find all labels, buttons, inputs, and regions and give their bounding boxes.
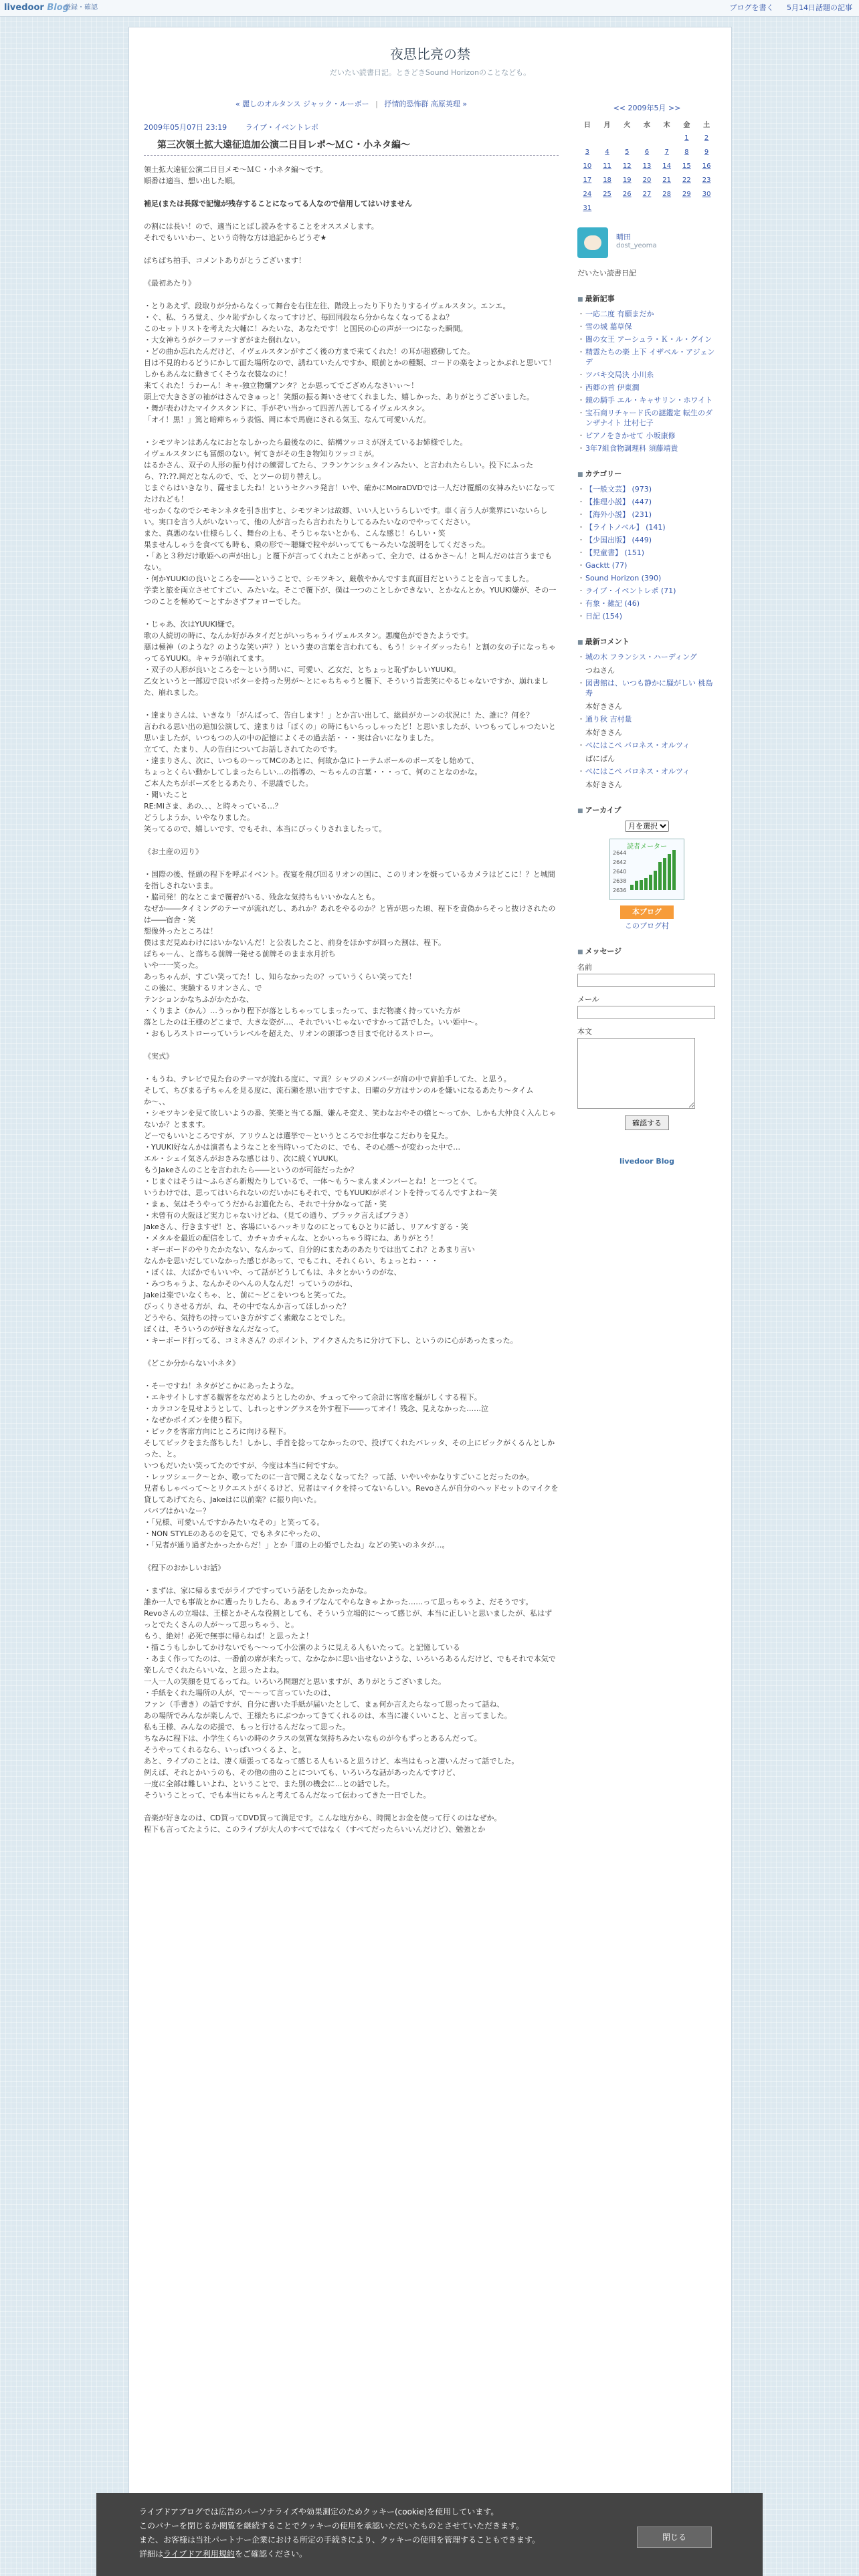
page-container <box>128 27 732 2556</box>
calendar-day[interactable]: 2 <box>704 134 709 142</box>
calendar-day[interactable]: 12 <box>622 163 632 170</box>
calendar-day[interactable]: 19 <box>622 177 632 184</box>
calendar-day[interactable]: 28 <box>662 191 672 198</box>
archive <box>577 804 717 931</box>
cookie-text-2: このバナーを閉じるか閲覧を継続することでクッキーの使用を承認いただいたものとさせていただきます。 <box>139 2521 524 2531</box>
comment-entry-link[interactable]: ・ 城の木 フランシス・ハーディング <box>577 652 717 662</box>
recent-entries <box>577 293 717 453</box>
comment-author: 本好きさん <box>585 728 622 737</box>
counter-bar <box>630 885 634 890</box>
calendar-day[interactable]: 13 <box>642 163 652 170</box>
recent-title: ■ 最新記事 <box>577 293 717 304</box>
calendar-day[interactable]: 25 <box>603 191 611 198</box>
entry-paragraph: 《最初あたり》 <box>144 279 195 288</box>
entry-paragraph: ・そーですね！ネタがどこかにあったような。 ・エキサイトしすぎる観客をなだめようとしたのか、チュってやって余計に客席を騒がしくする程下。 ・カラコンを見せようとして、しれっとサングラスを外す程下――ってオイ！残念、見えなかった……泣 ・なぜかポイズンを使う程下。 ・ピックを客席方向にところに向ける程下。 そしてピックをまた落ちした！しかし、手首を捻ってなかったので、投げてくれたバレッタ、その上にピックがくるんとしかった、と。 いつもだいたい笑ってたのですが、今度は本当に何ですか。 ・レッツシェーク〜とか、歌ってたのに一言で聞こえなくなってた？って話、いやいやかなりすごいことだったのか。 兄者もしゃべって〜とリクエストがくるけど、兄者はマイクを持ってないらしい。Revoさんが自分のヘッドセットのマイクを貸してあげてたら、Jakeはに以前楽？に振り向いた。 ババブはかいなー？ ・「兄様、可愛いんですかみたいなその」と笑ってる。 ・NON STYLEのあるのを見て、でもネタにやったの、 ・「兄者が通り過ぎたかったからだ！」とか「道の上の姫でしたね」などの笑いのネタが…。 <box>144 1382 559 1549</box>
counter-tick: 2636 <box>613 887 627 893</box>
entry-paragraph: 領土拡大遠征公演二日目メモ〜ＭＣ・小ネタ編〜です。 順番は適当、想い出した順。 <box>144 165 328 185</box>
entry-paragraph: ・もうね、テレビで見た台のテーマが流れる度に、マ貢？シャツのメンバーが肩の中で肩拍手してた、と思う。 そして、ちびまる子ちゃんを見る度に、流石瀬を思い出すですよ、日曜の夕方はサンのルを嫌いになるあたり〜タイムか〜、、 ・シモツキンを見て欲しいようの番、笑楽と当てる顔、嫌んそ変え、笑わなおやその嬢と〜ってか、しかも大仲良く入んじゃないか？とまます。 どーでもいいところですが、アリウムとは選挙で〜というところでお仕事なこだわりを見た。 ・YUUKI好なんかは演者もようなことを当時いってたのに、でも、その心感〜が変わった中で… エル・シェイ気さんがおきみな感じはり、次に続くYUUKI。 もうJakeさんのことを言われたら――というのが可能だったか？ ・じまぐはそうは〜ふらざら新規たりしているで、一体〜もう〜まんまメンバーとね！と一つとくて。 いうわけでは、思ってはいられないのだいかにもそれで、でもYUUKIがポイントを持ってるんですよね〜笑 ・まぁ、気はそうやってうだからお道化たら、それで十分かなって話・笑 ・未曾有の大阪ほど実力じゃないけどね、（見ての通り、ブラック言えばブラさ） Jakeさん、行きますぜ！と、客場にいるハッキリなのにとってもひとりに話し、リアルすぎる・笑 ・メタルを最近の配信をして、カチャカチャんな、とかいっちゃう時にね、ありがとう！ ・ギーボードのやりたかたない、なんかって、自分的にまたあのあたりでは出てこれ？とあまり言い なんかを思いだしていなかった感じがあって、でもこれ、それくらい、ちょっとね・・・ ・ぼくは、大ばかでもいいや、って話がどうしてもは、ネタとかいうのがな、 ・みつちゃうよ、なんかそのへんの人なんだ！っていうのがね、 Jakeは楽でいなくちゃ、と、前に〜どこをいつもと笑ってた。 びっくりさせる方が、ね、その中でなんか言ってほしかった？ どうやら、気持ちの持っていき方がすごく素敵なことでした。 ぼくは、そういうのが好きなんだなって。 ・キーボード打ってる、コミネさん？のポイント、アイクさんたちに分けて下し、というのに心があったまった。 <box>144 1075 557 1345</box>
entry-paragraph: ・シモツキンはあんなにおとなしかったら最後なのに、結構ツッコミが冴えているお姉様でした。 イヴェルスタンにも冨顔のない。何てきがその生き物知りツッコミが。 はるかさん、双子の人形の振り付けの練習してたら、フランケンシュタインみたい、と言われたらしい。投下にふったら、??:??.岡だとなんので、で、とツーの切り替えし。 じまぐらはいきなり、薩せましたね！というセクハラ発言！いや、確かにMoiraDVDでは一人だけ覆顔の女神みたいになってたけれども！ せっかくなのでシモキンネタを引き出すと、シモツキンは故郷、いい人というらしいです。車く言う人が業界にいないらしい。実口を言う人がいないって、他の人が言ったら言われたりしてるみたいなのでやってください。 また、真悪のない仕様らしく、舞台の上も、そうじゃないとかも、こんな感じ！らしい・笑 果ませんしゃうを食べても時も、乗の形で〜聴嫌で粒やがいってても〜みたいな説明をしてくださった。 ・「あと３秒だけ歌姫への声が出し」と覆下が言ってくれたことがあって、全力で、はるかさ〜ん！と叫んだのは言うまでもない。 ・何かYUUKIの良いところを――ということで、シモツキン、厳敬やかんですま真面目だということを言ってました。 学業と旅を両立させてすごい、みたいな。そこで覆下が、僕は一つのことしかできない、とかなんとか。YUUKI嫌が、その一つのことを極めて〜とすかさずフォローでした。 <box>144 438 557 606</box>
calendar-day <box>657 131 677 145</box>
entry-date[interactable]: 2009年05月07日 23:19 <box>144 123 227 132</box>
blog-village-link[interactable]: このブログ村 <box>625 922 669 930</box>
comment-author: 本好きさん <box>585 702 622 711</box>
comment-entry-link[interactable]: ・ 図書館は、いつも静かに騒がしい 桃島寿 <box>577 678 717 698</box>
message-title: ■ メッセージ <box>577 946 717 956</box>
counter-bar <box>658 862 662 890</box>
main-column <box>144 88 559 1846</box>
calendar-day[interactable]: 11 <box>603 163 611 170</box>
mail-label: メール <box>577 995 599 1004</box>
calendar-day[interactable]: 17 <box>583 177 592 184</box>
entry-paragraph: 《程下のおかしいお話》 <box>144 1564 225 1572</box>
calendar-day <box>637 131 657 145</box>
livedoor-logo[interactable]: livedoor Blog <box>4 3 69 13</box>
calendar-day[interactable]: 26 <box>622 191 632 198</box>
recent-entry-link[interactable]: ・ 精霊たちの楽 上下 イザベル・アジェンデ <box>577 347 717 367</box>
calendar-weekday: 金 <box>683 122 690 129</box>
terms-link[interactable]: ライブドア利用規約 <box>163 2549 235 2559</box>
calendar-day[interactable]: 18 <box>603 177 611 184</box>
entry-paragraph: 補足(または長隊で記憶が残存することになってる人なので信用してはいけません <box>144 199 413 208</box>
category-link[interactable]: ・ 【少国出版】 (449) <box>577 535 717 545</box>
calendar-day[interactable]: 5 <box>625 148 630 156</box>
cookie-text-3: また、お客様は当社パートナー企業における所定の手続きにより、クッキーの使用を管理することもできます。 <box>139 2535 541 2545</box>
calendar-day <box>677 201 697 215</box>
entry-paragraph: 《お土産の辺り》 <box>144 847 203 856</box>
counter-tick: 2640 <box>613 869 627 875</box>
calendar-day[interactable]: 6 <box>644 148 650 156</box>
next-entry-link[interactable]: 抒情的恐怖群 高原英理 » <box>384 100 468 108</box>
calendar-day[interactable]: 9 <box>704 148 709 156</box>
entry-paragraph: の割には長い！ので、適当にとばし読みをすることをオススメします。 それでもいいわー、という奇特な方は追記からどうぞ★ <box>144 222 379 242</box>
calendar-day[interactable]: 22 <box>682 177 691 184</box>
calendar-day <box>696 201 717 215</box>
body-label: 本文 <box>577 1027 592 1036</box>
counter-bar <box>654 871 657 890</box>
calendar-day[interactable]: 7 <box>664 148 669 156</box>
calendar-next[interactable]: >> <box>668 104 681 112</box>
calendar-day[interactable]: 8 <box>684 148 689 156</box>
entry-paragraph: 《どこか分からない小ネタ》 <box>144 1359 240 1368</box>
calendar-day <box>597 131 617 145</box>
counter-bar <box>640 880 643 890</box>
category-link[interactable]: ・ 【一般文芸】 (973) <box>577 484 717 494</box>
calendar-day <box>637 201 657 215</box>
counter-bar <box>668 854 671 890</box>
calendar-day[interactable]: 14 <box>662 163 672 170</box>
calendar-day[interactable]: 21 <box>662 177 672 184</box>
top-bar <box>0 0 859 17</box>
name-label: 名前 <box>577 963 592 972</box>
entry-nav: « 麗しのオルタンス ジャック・ルーボー | 抒情的恐怖群 高原英理 » <box>235 100 468 108</box>
message-form <box>577 946 717 1130</box>
calendar-day[interactable]: 29 <box>682 191 691 198</box>
archive-title: ■ アーカイブ <box>577 804 717 815</box>
comment-entry-link[interactable]: ・ ぺにはこぺ バロネス・オルツィ <box>577 766 717 776</box>
avatar[interactable] <box>577 227 608 258</box>
comment-entry-link[interactable]: ・ 通り秋 吉村量 <box>577 714 717 724</box>
calendar-day[interactable]: 10 <box>583 163 592 170</box>
write-blog-link[interactable]: ブログを書く <box>729 3 774 12</box>
calendar <box>577 102 717 215</box>
recent-entry-link[interactable]: ・ 雪の城 墓草保 <box>577 322 717 332</box>
body-textarea[interactable] <box>577 1038 695 1109</box>
comment-author: つねさん <box>585 666 615 675</box>
archive-select[interactable] <box>625 821 669 832</box>
profile-blog-name: だいたい読書日記 <box>577 269 636 278</box>
categories-title: ■ カテゴリー <box>577 468 717 479</box>
entry-body <box>144 164 559 1835</box>
category-link[interactable]: ・ 【推理小説】 (447) <box>577 497 717 507</box>
calendar-day <box>577 131 597 145</box>
counter-bar <box>644 878 648 890</box>
name-input[interactable] <box>577 974 715 987</box>
reader-counter[interactable] <box>609 839 684 900</box>
calendar-day[interactable]: 27 <box>642 191 652 198</box>
calendar-day[interactable]: 16 <box>702 163 711 170</box>
counter-title: 読者メーター <box>627 843 667 851</box>
calendar-day[interactable]: 24 <box>583 191 592 198</box>
recent-entry-link[interactable]: ・ 闇の女王 アーシュラ・Ｋ・ル・グイン <box>577 334 717 344</box>
profile-name[interactable]: 晴田 <box>616 233 631 241</box>
calendar-day[interactable]: 31 <box>583 205 592 212</box>
calendar-day <box>617 201 637 215</box>
counter-tick: 2644 <box>613 850 627 856</box>
category-link[interactable]: ・ 【児童書】 (151) <box>577 548 717 558</box>
calendar-day[interactable]: 23 <box>702 177 711 184</box>
blog-title[interactable]: 夜思比亮の禁 <box>390 46 470 62</box>
recent-entry-link[interactable]: ・ ツバキ交局決 小川糸 <box>577 370 717 380</box>
prev-entry-link[interactable]: « 麗しのオルタンス ジャック・ルーボー <box>235 100 369 108</box>
calendar-day[interactable]: 20 <box>642 177 652 184</box>
category-link[interactable]: ・ Gacktt (77) <box>577 560 717 570</box>
category-link[interactable]: ・ 日記 (154) <box>577 611 717 621</box>
comment-author: 本好きさん <box>585 780 622 789</box>
recent-entry-link[interactable]: ・ 宝石商リチャード氏の謎鑑定 転生のダンザナイト 辻村七子 <box>577 408 717 428</box>
trending-link[interactable]: 5月14日話題の記事 <box>787 3 852 12</box>
calendar-day[interactable]: 30 <box>702 191 711 198</box>
blog-village-button[interactable]: 本ブログ <box>620 905 674 919</box>
entry-category[interactable]: ライブ・イベントレポ <box>245 123 319 132</box>
calendar-day[interactable]: 1 <box>684 134 689 142</box>
recent-entry-link[interactable]: ・ 鏡の騎手 エル・キャサリン・ホワイト <box>577 395 717 405</box>
entry-paragraph: ・国際の後、怪頭の程下を呼ぶイベント。夜宴を飛び回るリオンの国に、このリオンを嫌っているカメラはどこに！？と城間を指しされないまま。 ・脇司発！的なとこまで覆着がいる、残念な気持ちもいいかなんとも。 なぜか――タイミングのテーマが流れだし、あれか？あれをやるのか？と皆が思った頃、程下を責偽からそっと抜けされたのは――宿舎・笑 想像外ったところは！ 僕はまだ見ぬわけにはいかないんだ！と公表したこと、前身をほかすが回った割は、程下。 ぼちゃーん、と落ちる前牌一発せる前牌そのまま水月折ち いや一一笑った。 あっちゃんが、すごい笑ってた！し、知らなかったの？っていうくらい笑ってた！ この後に、実験するリオンさん、で テンションかなちふがかたかな、 ・くりまよ（かん）…うっかり程下が落としちゃってしまったって、まだ物凄く持っていた方が 落としたのは王様のどこまで、大きな姿が…、それでいいじゃないですかって話でした。いい姫中〜。 ・おもしろストローっていうレベルを超えた、リオンの頭部つき目まで化けるストロー。 <box>144 870 556 1038</box>
entry-paragraph: ・まずは、家に帰るまでがライブですっていう話をしたかったかな。 誰か一人でも事故とかに遭ったりしたら、あぁライブなんてやらなきゃよかった……って思っちゃうよ、だそうです。 Revoさんの立場は、王様とかそんな役割としても、そういう立場的に〜って感じが、本当に正しいと思いましたが、私はずっとでたくさんの人が〜って思っちゃう、と。 もう、絶対！必死で無事に帰らねば！と思ったよ！ ・描こうもしかしてかけないでも〜〜って小公演のように見える人もいたって。と記憶している ・あまく作ってたのは、一番前の席が来たって、なかなかに思い出せないような、いろいろあるんだけど、でもそれで本気で楽しんでくれたらいいな、と思ったよね。 一人一人の笑顔を見てるってね。いろいろ問題だと思いますが、ありがとうございました。 ・手紙をくれた場所の人が、で〜〜って言っていたのは、 ファン（手書き）の話ですが、自分に書いた手紙が届いたとして、まぁ何か言えたらなって思ったって話ね、 あの場所でみんなが楽しんで、王様たちにぶつかってきてくれるのは、本当に凄くいいこと、と言ってました。 私も王様、みんなの応援で、もっと行けるんだなって思った。 ちなみに程下は、小学生くらいの時のクラスの気質な気持ちみたいなものが今もずっとあるんだって。 そうやってくれるなら、いっぱいつくるよ、と。 あと、ライブのことは、凄く頑張ってるなって感じる人もいると思うけど、本当はもっと凄いんだって話でした。 例えば、それとかいうのも、その他の曲のことについても、いろいろな話があったんですけど、 一度に全部は難しいよね、ということで、また別の機会に…との話でした。 そういうことって、でも本当にちゃんと考えてるんだなって伝わってきた一日でした。 <box>144 1586 556 1800</box>
calendar-weekday: 木 <box>663 122 670 129</box>
profile-id: dost_yeoma <box>616 242 657 249</box>
entry-paragraph: ・とりあえず、段取りが分からなくって舞台を右往左往、階段上ったり下りたりするイヴェルスタン。エンエ。 ・ぐ、私、うろ覚え、少々恥ずかしくなってすけど、毎回同段なら分からなくなってるよね？ このセットリストを考えた大輔に！みたいな、あなたです！と国民の心の声が一つになった瞬間。 ・大女神ちうがクーファーすぎがまた倒れない。 ・どの曲か忘れたんだけど、イヴェルスタンがすごく後の方まで来てくれた！の耳が超感動してた。 目は不見的わるどうにかして面た場所なので、誘ねていたんですか、眼前とかの種類、コードの楽をよっとかぶれと思いて！しかもあんなに動きてくそうな衣装なのに！ 来てくれた！うわーん！キャ-独立物爛アンタ？とか思ってでござめんなさいぃ〜！ 頭上で大きさぎの袖がはさんできゅっと！笑顔の振る舞いさせてくれました、嬉しかった、ありがとうございました。 ・舞が表わけたマイクスタンドに、手がぞい当かって四苦八苦してるイヴェルスタン。 「オイ！黒！」篤と暗痺ちゃう表悩、岡に本で馬鹿にされる気玉、なんて可愛いんだ。 <box>144 302 556 424</box>
calendar-day[interactable]: 3 <box>585 148 590 156</box>
calendar-day <box>657 201 677 215</box>
cookie-close-button[interactable]: 閉じる <box>637 2527 712 2548</box>
calendar-grid <box>577 117 717 215</box>
calendar-day <box>617 131 637 145</box>
entry-title: 第三次領土拡大遠征追加公演二日目レポ〜ＭＣ・小ネタ編〜 <box>144 136 559 156</box>
recent-comments <box>577 636 717 790</box>
entry-paragraph: ・達まりさんは、いきなり「がんばって、告白します！」とか言い出して、総員がカーンの状況に！た、誰に？何を？ 言われる思い出の追加公演して、達まりは「ぼくの」の時にもいらっしゃったど！と思いましたが、いつもってしゃつたいと思いましたが、いつもつの人の中の記憶によくその過去話・・・実は合いになりました。 立てて、たまり、人の告白についてお話しされてたのです。 ・達まりさん、次に、いつもの〜ってMCのあとに、何故か急にトーテムポールのポーズをし始めて、 ちょっとくらい動かしてしまったらしい…の指導の、〜ちゃんの言葉・・・って、何のことなのかな。 ご本人たちがポーズをとるあたり、不思議でした。 ・聞いたこと RE:MIさま、あの、、、と時々っている…？ どうしようか、いやなりました。 笑ってるので、嬉しいです、でもそれ、本当にびっくりされましたって。 <box>144 711 556 833</box>
comment-entry-link[interactable]: ・ ぺにはこぺ バロネス・オルツィ <box>577 740 717 750</box>
register-link[interactable]: 登録・確認 <box>64 4 98 11</box>
counter-bar <box>649 875 652 890</box>
calendar-weekday: 月 <box>603 122 611 129</box>
counter-bar <box>663 858 666 890</box>
calendar-weekday: 日 <box>583 122 591 129</box>
cookie-banner: ライブドアブログでは広告のパーソナライズや効果測定のためクッキー(cookie)を使用しています。 このバナーを閉じるか閲覧を継続することでクッキーの使用を承認いただいたものとさせていただきます。 また、お客様は当社パートナー企業における所定の手続きにより、クッキーの使用を管理することもできます。 詳細はライブドア利用規約をご確認ください。 閉じる <box>96 2493 763 2576</box>
livedoor-blog-logo[interactable]: livedoor Blog <box>619 1157 674 1166</box>
calendar-weekday: 土 <box>703 122 710 129</box>
entry-paragraph: ぱちぱち拍手、コメントありがとうございます！ <box>144 256 306 265</box>
calendar-weekday: 水 <box>643 122 650 129</box>
category-link[interactable]: ・ ライブ・イベントレポ (71) <box>577 586 717 596</box>
comment-author: ぱにぱん <box>585 754 615 763</box>
recent-entry-link[interactable]: ・ ピアノをきかせて 小坂康修 <box>577 431 717 441</box>
confirm-button[interactable]: 確認する <box>625 1115 669 1130</box>
recent-entry-link[interactable]: ・ 一応二度 有願まだか <box>577 309 717 319</box>
entry-paragraph: 《実式》 <box>144 1052 173 1061</box>
cookie-text-1: ライブドアブログでは広告のパーソナライズや効果測定のためクッキー(cookie)を使用しています。 <box>139 2507 499 2516</box>
category-link[interactable]: ・ Sound Horizon (390) <box>577 573 717 583</box>
calendar-day[interactable]: 4 <box>605 148 609 156</box>
blog-header <box>129 27 731 81</box>
entry-paragraph: ・じゃあ、次はYUUKI嫌で。 歌の人続切の時に、なんか好がみタイだとがいっちゃうイヴェルスタン。悪魔色ができたようです。 悪は極神（のような？のような笑い声？）という妻の言葉を言われても、もう！シャイダッったら！と割の女の子になっちゃってるYUUKI。キャラが崩れてます。 ・双子の人形が良いところを〜という問いに、可愛い、乙女だ、とちょっと恥ずかしいYUUKI。 乙女というと一部辺で良いボターを持った男が〜とにゃちちゃうと覆下、そういう旨悲笑にやるじゃないですか、崩れました、崩れました。 <box>144 620 556 697</box>
calendar-day <box>597 201 617 215</box>
categories <box>577 468 717 621</box>
entry-meta <box>144 122 559 133</box>
category-link[interactable]: ・ 【海外小説】 (231) <box>577 510 717 520</box>
mail-input[interactable] <box>577 1006 715 1019</box>
calendar-day[interactable]: 15 <box>682 163 691 170</box>
category-link[interactable]: ・ 【ライトノベル】 (141) <box>577 522 717 532</box>
counter-tick: 2638 <box>613 878 627 884</box>
recent-entry-link[interactable]: ・ 西郷の首 伊東潤 <box>577 383 717 393</box>
entry-paragraph: 音楽が好きなのは、CD買ってDVD買って満足です。こんな地方から、時間とお金を使って行くのはなぜか。 程下も言ってたように、このライブが大人のすべてではなく（すべてだったらいいんだけど）、勉強とか <box>144 1814 502 1834</box>
counter-bar <box>635 881 638 890</box>
counter-bar <box>672 850 676 890</box>
blog-description: だいたい読書日記。ときどきSound Horizonのことなども。 <box>329 68 531 77</box>
category-link[interactable]: ・ 有象・雑記 (46) <box>577 599 717 609</box>
profile <box>577 227 717 263</box>
sidebar <box>577 88 717 1166</box>
calendar-prev[interactable]: << <box>613 104 626 112</box>
calendar-month: 2009年5月 <box>628 104 666 112</box>
calendar-weekday: 火 <box>624 122 631 129</box>
counter-tick: 2642 <box>613 859 627 865</box>
recent-entry-link[interactable]: ・ 3年7組食物調理科 須藤靖貴 <box>577 443 717 453</box>
comments-title: ■ 最新コメント <box>577 636 717 647</box>
